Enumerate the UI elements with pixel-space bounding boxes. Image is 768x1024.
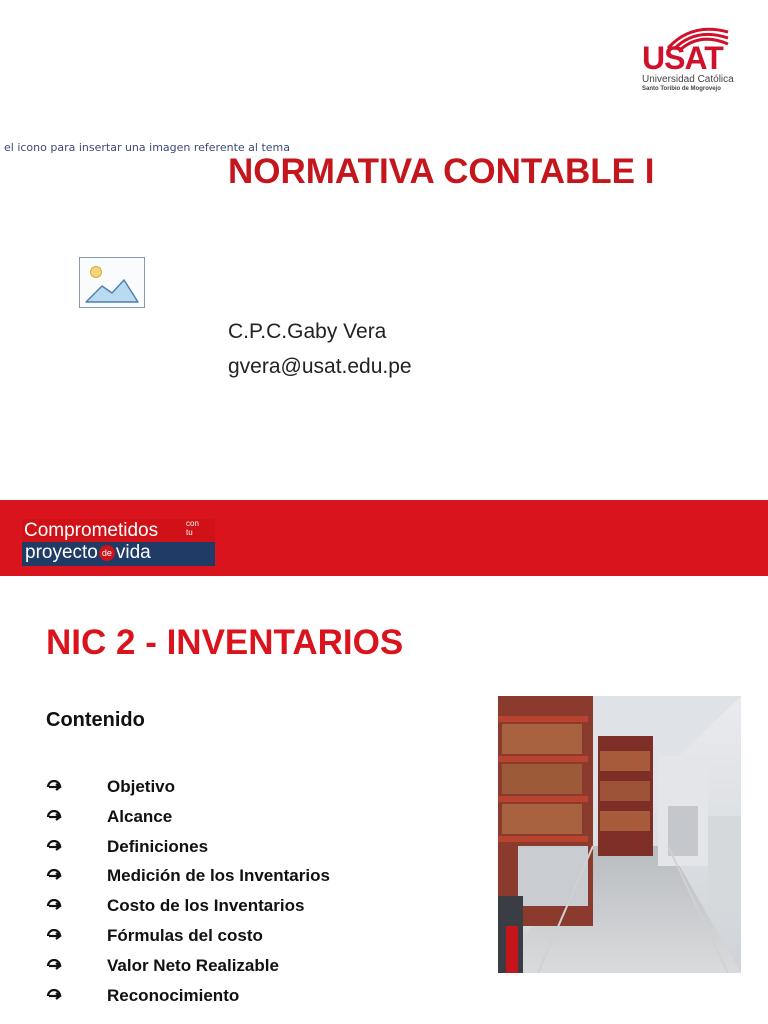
section-title: NIC 2 - INVENTARIOS <box>46 623 404 662</box>
image-placeholder-icon[interactable] <box>79 257 145 308</box>
list-item-label: Valor Neto Realizable <box>107 955 279 975</box>
list-item-label: Fórmulas del costo <box>107 925 263 945</box>
contents-heading: Contenido <box>46 709 145 731</box>
warehouse-photo <box>498 696 741 973</box>
slogan-de-badge: de <box>99 545 115 561</box>
slogan-line-1: Comprometidos <box>24 520 159 541</box>
circle-arrow-icon <box>46 959 62 973</box>
circle-arrow-icon <box>46 840 62 854</box>
author-email: gvera@usat.edu.pe <box>228 355 412 378</box>
list-item-label: Medición de los Inventarios <box>107 866 330 886</box>
slide-title: NORMATIVA CONTABLE I <box>228 152 655 191</box>
list-item-label: Definiciones <box>107 836 209 856</box>
slogan-con <box>186 519 199 537</box>
list-item-label: Reconocimiento <box>107 985 240 1005</box>
logo-subtitle-2: Santo Toribio de Mogrovejo <box>642 86 721 92</box>
circle-arrow-icon <box>46 899 62 913</box>
list-item-label: Costo de los Inventarios <box>107 896 305 916</box>
logo-subtitle: Universidad Católica <box>642 74 734 85</box>
circle-arrow-icon <box>46 869 62 883</box>
slogan-tu-word: tu <box>186 528 193 537</box>
circle-arrow-icon <box>46 780 62 794</box>
list-item-label: Alcance <box>107 806 173 826</box>
logo-wordmark: USAT <box>642 40 723 76</box>
slogan-con-word: con <box>186 519 199 528</box>
list-item-label: Objetivo <box>107 777 176 796</box>
circle-arrow-icon <box>46 929 62 943</box>
slogan-vida: vida <box>115 542 151 563</box>
author-name: C.P.C.Gaby Vera <box>228 320 387 343</box>
title-slide <box>0 0 768 500</box>
usat-logo <box>640 20 740 100</box>
circle-arrow-icon <box>46 810 62 824</box>
slogan-tag <box>22 519 215 566</box>
placeholder-hint: el icono para insertar una imagen referente al tema <box>4 141 290 154</box>
circle-arrow-icon <box>46 989 62 1003</box>
slogan-line-2 <box>25 542 151 564</box>
slogan-proyecto: proyecto <box>25 542 98 563</box>
